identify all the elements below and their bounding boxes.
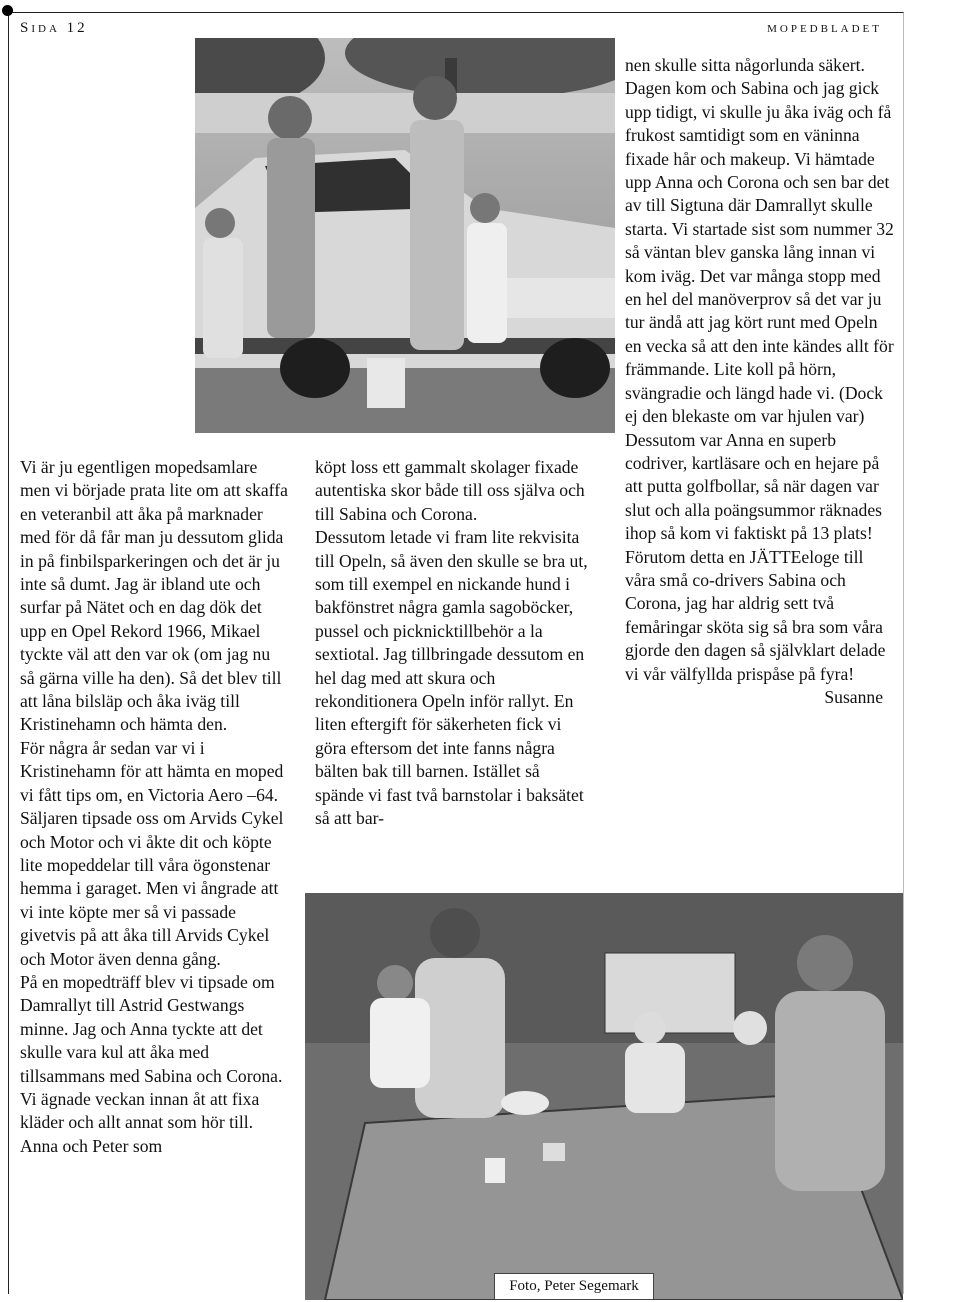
photo-car-family [195, 38, 615, 433]
article-column-middle [315, 456, 591, 831]
article-paragraph: Dagen kom och Sabina och jag gick upp tidigt, vi skulle ju åka iväg och få frukost samtidigt som en väninna fixade hår och makeup. Vi hämtade upp Anna och Corona och sen bar det av till Sigtuna där Damrallyt skulle starta. Vi startade sist som nummer 32 så väntan blev ganska lång innan vi kom iväg. Det var många stopp med en hel del manöverprov så det var ju tur ändå att jag kört runt med Opeln en vecka så att den inte kändes allt för främmande. Lite koll på hörn, svängradie och längd hade vi. (Dock ej den blekaste om var hjulen var) Dessutom var Anna en superb codriver, kartläsare och en hejare på att putta golfbollar, så när dagen var slut och alla poängsummor räknades ihop så kom vi faktiskt på 13 plats! [625, 78, 894, 544]
article-paragraph: På en mopedträff blev vi tipsade om Damrallyt till Astrid Gestwangs minne. Jag och Anna tyckte att det skulle vara kul att åka med tillsammans med Sabina och Corona. [20, 971, 283, 1086]
photo-car-family-icon [195, 38, 615, 433]
publication-title: MOPEDBLADET [767, 23, 882, 35]
author-signature: Susanne [824, 686, 883, 707]
corner-bullet [2, 5, 13, 16]
article-paragraph: Vi ägnade veckan innan åt att fixa kläder och allt annat som hör till. Anna och Peter som [20, 1088, 260, 1156]
page-number-label: Sida 12 [20, 20, 88, 36]
article-paragraph: nen skulle sitta någorlunda säkert. [625, 55, 865, 75]
article-paragraph: köpt loss ett gammalt skolager fixade autentiska skor både till oss själva och till Sabina och Corona. [315, 457, 585, 524]
photo-picnic-icon [305, 893, 903, 1300]
article-column-right [625, 54, 897, 709]
photo-picnic [305, 893, 903, 1300]
photo-credit-caption: Foto, Peter Segemark [494, 1273, 654, 1300]
article-paragraph: För några år sedan var vi i Kristinehamn för att hämta en moped vi fått tips om, en Victoria Aero –64. Säljaren tipsade oss om Arvids Cykel och Motor och vi åkte dit och köpte lite mopeddelar till våra ögonstenar hemma i garaget. Men vi ångrade att vi inte köpte mer så vi passade givetvis på att åka till Arvids Cykel och Motor även denna gång. [20, 737, 284, 969]
article-paragraph: Förutom detta en JÄTTEeloge till våra små co-drivers Sabina och Corona, jag har aldrig sett två femåringar sköta sig så bra som våra gjorde den dagen så självklart delade vi vår välfyllda prispåse på fyra! [625, 546, 886, 684]
article-paragraph: Dessutom letade vi fram lite rekvisita till Opeln, så även den skulle se bra ut, som till exempel en nickande hund i bakfönstret några gamla sagoböcker, pussel och picknicktillbehör a la sextiotal. Jag tillbringade dessutom en hel dag med att skura och rekonditionera Opeln inför rallyt. En liten eftergift för säkerheten fick vi göra eftersom det inte fanns några bälten bak till barnen. Istället så spände vi fast två barnstolar i baksätet så att bar- [315, 527, 588, 829]
article-paragraph: Vi är ju egentligen mopedsamlare men vi började prata lite om att skaffa en veteranbil att åka på marknader med för då får man ju dessutom glida in på finbilsparkeringen och det är ju inte så dumt. Jag är ibland ute och surfar på Nätet och en dag dök det upp en Opel Rekord 1966, Mikael tyckte väl att den var ok (om jag nu så gärna ville ha den). Så det blev till att låna bilsläp och åka iväg till Kristinehamn och hämta den. [20, 457, 288, 735]
article-column-left [20, 456, 288, 1158]
